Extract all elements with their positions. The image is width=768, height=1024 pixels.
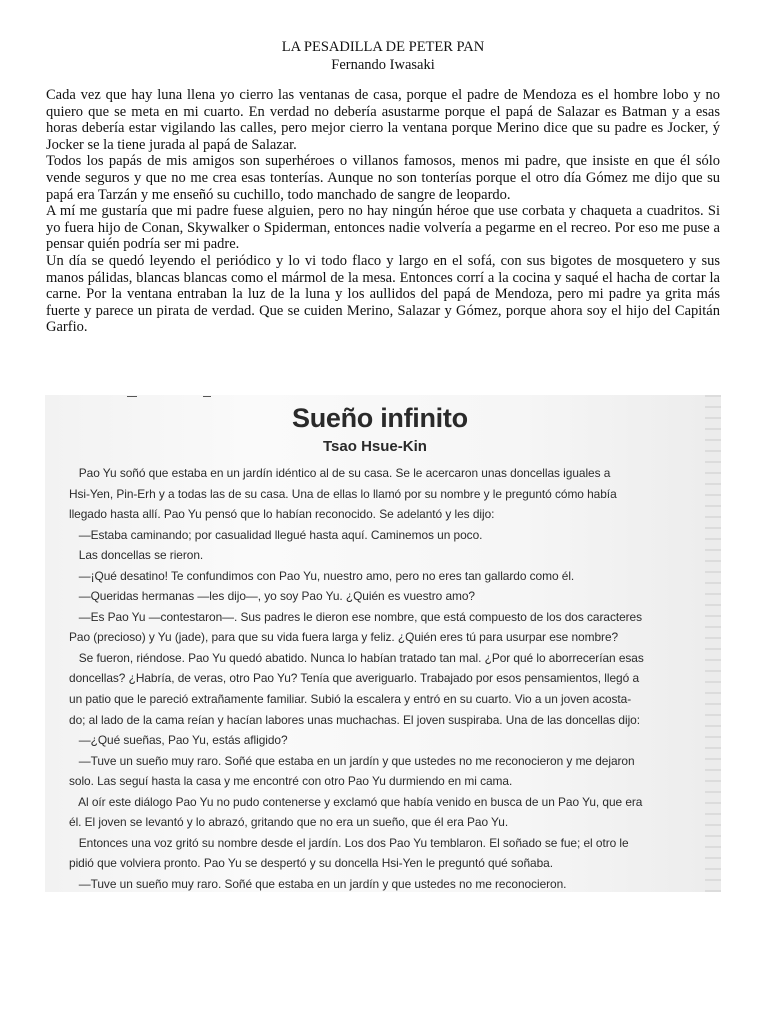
scan-line: —¿Qué sueñas, Pao Yu, estás afligido? — [69, 733, 288, 748]
story-peter-pan — [46, 38, 720, 336]
scan-line: —Estaba caminando; por casualidad llegué hasta aquí. Caminemos un poco. — [69, 527, 483, 542]
scan-line: —¡Qué desatino! Te confundimos con Pao Yu, nuestro amo, pero no eres tan gallardo como él. — [69, 568, 575, 583]
story-paragraph: Un día se quedó leyendo el periódico y lo vi todo flaco y largo en el sofá, con sus bigotes de mosquetero y sus manos pálidas, blancas blancas como el mármol de la mesa. Entonces corrí a la cocina y saqué el hacha de cortar la carne. Por la ventana entraban la luz de la luna y los aullidos del papá de Mendoza, pero mi padre ya grita más fuerte y parece un pirata de verdad. Que se cuiden Merino, Salazar y Gómez, porque ahora soy el hijo del Capitán Garfio. — [46, 252, 720, 336]
story-title: LA PESADILLA DE PETER PAN — [281, 39, 485, 55]
scan-line: Al oír este diálogo Pao Yu no pudo contenerse y exclamó que había venido en busca de un Pao Yu, que era — [69, 794, 643, 809]
scan-line: doncellas? ¿Habría, de veras, otro Pao Yu? Tenía que averiguarlo. Trabajado por esos pensamientos, llegó a — [69, 671, 640, 686]
scan-line: —Tuve un sueño muy raro. Soñé que estaba en un jardín y que ustedes no me reconocieron y me dejaron — [69, 753, 635, 768]
scan-line: Se fueron, riéndose. Pao Yu quedó abatido. Nunca lo habían tratado tan mal. ¿Por qué lo aborrecerían esas — [69, 650, 644, 665]
story-paragraph: A mí me gustaría que mi padre fuese alguien, pero no hay ningún héroe que use corbata y chaqueta a cuadritos. Si yo fuera hijo de Conan, Skywalker o Spiderman, entonces nadie volvería a pegarme en el recreo. Por eso me puse a pensar quién podría ser mi padre. — [46, 203, 720, 253]
scan-line: Pao (precioso) y Yu (jade), para que su vida fuera larga y feliz. ¿Quién eres tú para usurpar ese nombre? — [69, 630, 619, 645]
scanned-page — [45, 395, 721, 892]
scan-title: Sueño infinito — [292, 403, 468, 433]
scan-line: Las doncellas se rieron. — [69, 548, 204, 563]
story-paragraph: Cada vez que hay luna llena yo cierro las ventanas de casa, porque el padre de Mendoza es el hombre lobo y no quiero que se meta en mi cuarto. En verdad no debería asustarme porque el papá de Salazar es Batman y a esas horas debería estar vigilando las calles, pero mejor cierro la ventana porque Merino dice que su padre es Jocker, ý Jocker se la tiene jurada al papá de Salazar. — [46, 87, 720, 153]
scan-line: un patio que le pareció extrañamente familiar. Subió la escalera y entró en su cuarto. Vio a un joven acosta- — [69, 692, 632, 707]
scan-line: solo. Las seguí hasta la casa y me encontré con otro Pao Yu durmiendo en mi cama. — [69, 774, 513, 789]
story-paragraph: Todos los papás de mis amigos son superhéroes o villanos famosos, menos mi padre, que insiste en que él sólo vende seguros y que no me crea esas tonterías. Aunque no son tonterías porque el otro día Gómez me dijo que su papá era Tarzán y me enseñó su cuchillo, todo manchado de sangre de leopardo. — [46, 153, 720, 203]
scan-mark — [127, 396, 137, 397]
scan-line: él. El joven se levantó y lo abrazó, gritando que no era un sueño, que él era Pao Yu. — [69, 815, 509, 830]
scan-line: Hsi-Yen, Pin-Erh y a todas las de su casa. Una de ellas lo llamó por su nombre y le preguntó cómo había — [69, 486, 617, 501]
scan-line: do; al lado de la cama reían y hacían labores unas muchachas. El joven suspiraba. Una de las doncellas dijo: — [69, 712, 640, 727]
story-author: Fernando Iwasaki — [331, 57, 435, 73]
scan-mark — [203, 396, 211, 397]
scan-author: Tsao Hsue-Kin — [323, 438, 427, 455]
scan-line: —Queridas hermanas —les dijo—, yo soy Pao Yu. ¿Quién es vuestro amo? — [69, 589, 475, 604]
scan-line: —Tuve un sueño muy raro. Soñé que estaba en un jardín y que ustedes no me reconocieron. — [69, 876, 567, 891]
scan-line: pidió que volviera pronto. Pao Yu se despertó y su doncella Hsi-Yen le preguntó qué soñaba. — [69, 856, 553, 871]
scan-line: llegado hasta allí. Pao Yu pensó que lo habían reconocido. Se adelantó y les dijo: — [69, 507, 495, 522]
scan-line: Entonces una voz gritó su nombre desde el jardín. Los dos Pao Yu temblaron. El soñado se fue; el otro le — [69, 835, 629, 850]
scan-line: —Es Pao Yu —contestaron—. Sus padres le dieron ese nombre, que está compuesto de los dos caracteres — [69, 609, 643, 624]
scan-line: Pao Yu soñó que estaba en un jardín idéntico al de su casa. Se le acercaron unas doncellas iguales a — [69, 466, 611, 480]
scan-bleed-through — [705, 395, 721, 892]
story-body — [46, 87, 720, 336]
scan-body — [69, 463, 697, 892]
